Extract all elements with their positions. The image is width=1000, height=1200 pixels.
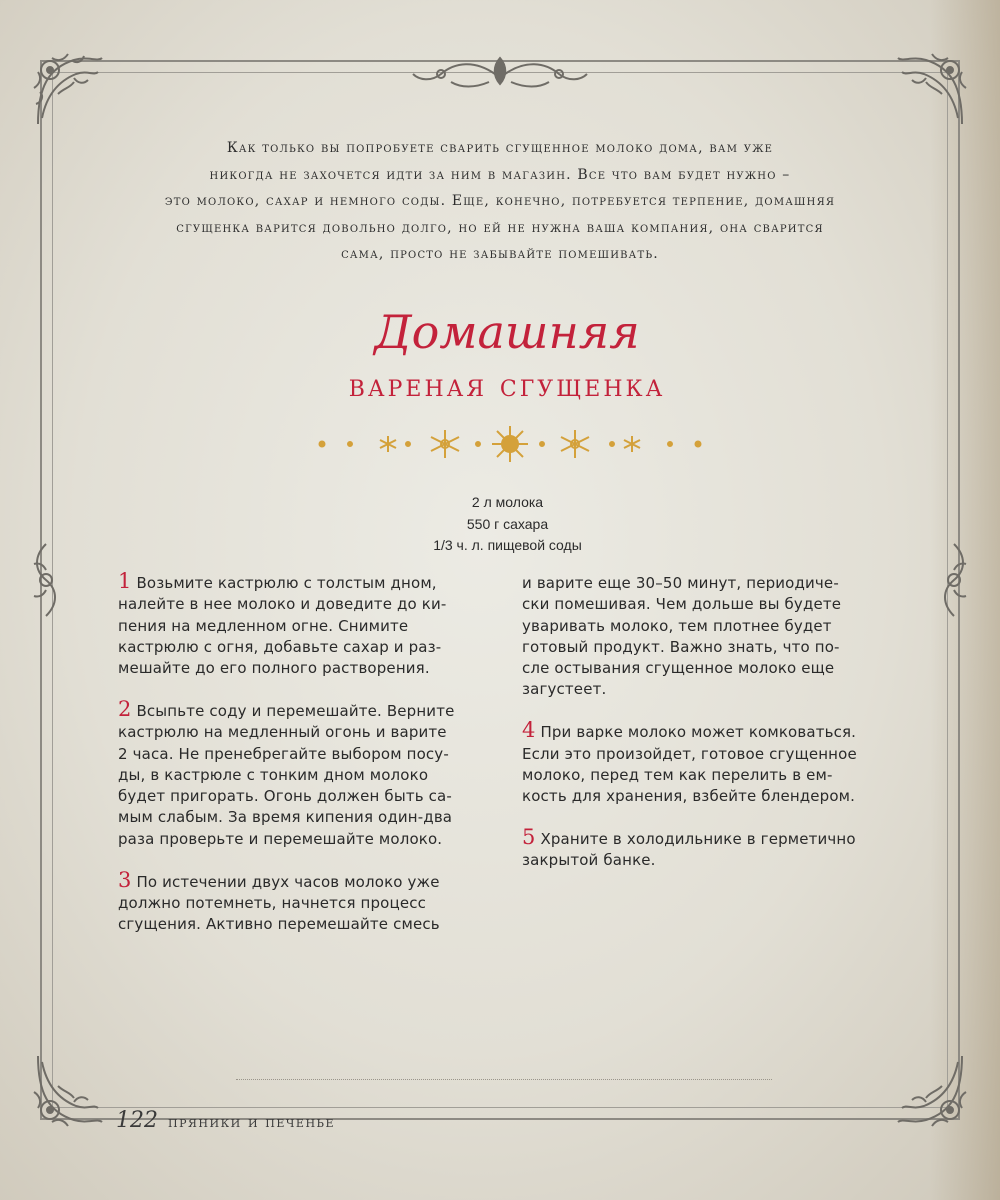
intro-line: сгущенка варится довольно долго, но ей не нужна ваша компания, она сварится [176, 219, 824, 236]
step-text: По истечении двух часов молоко уже должно потемнеть, начнется процесс сгущения. Активно перемешайте смесь [118, 872, 440, 934]
page-footer [116, 1108, 335, 1138]
dot-icon [668, 442, 673, 447]
dot-icon [695, 441, 701, 447]
step-2 [118, 696, 488, 850]
left-side-flourish-icon [26, 540, 66, 620]
snowflake-icon [561, 430, 589, 458]
step-text: При варке молоко может комковаться. Если это произойдет, готовое сгущенное молоко, перед тем как перелить в ем- кость для хранения, взбейте блендером. [522, 723, 857, 806]
step-4 [522, 718, 892, 807]
step-number: 4 [522, 718, 536, 743]
step-3-continued: и варите еще 30–50 минут, периодиче- ски помешивая. Чем дольше вы будете уваривать молоко, тем плотнее будет готовый продукт. Важно знать, что по- сле остывания сгущенное молоко еще загустеет. [522, 574, 842, 699]
ingredient-item: 550 г сахара [466, 515, 549, 532]
step-number: 5 [522, 824, 536, 849]
small-snowflake-icon [380, 436, 396, 452]
intro-line: никогда не захочется идти за ним в магазин. Все что вам будет нужно – [209, 166, 791, 183]
steps-column-right [522, 573, 892, 893]
dot-icon [610, 442, 615, 447]
step-3 [118, 867, 488, 936]
section-name: пряники и печенье [168, 1113, 335, 1131]
step-text: Всыпьте соду и перемешайте. Верните кастрюлю на медленный огонь и варите 2 часа. Не пренебрегайте выбором посу- ды, в кастрюле с тонким дном молоко будет пригорать. Огонь должен быть са- мым слабым. За время кипения один-два раза проверьте и перемешайте молоко. [118, 701, 455, 848]
intro-line: сама, просто не забывайте помешивать. [341, 246, 659, 262]
snowflake-icon [431, 430, 459, 458]
dot-icon [476, 442, 481, 447]
corner-ornament-top-left-icon [28, 48, 114, 134]
intro-line: Как только вы попробуете сварить сгущенное молоко дома, вам уже [226, 140, 774, 156]
corner-ornament-bottom-right-icon [886, 1046, 972, 1132]
step-text: Возьмите кастрюлю с толстым дном, налейте в нее молоко и доведите до ки- пения на медленном огне. Снимите кастрюлю с огня, добавьте сахар и раз- мешайте до его полного растворения. [118, 574, 447, 678]
intro-line: это молоко, сахар и немного соды. Еще, конечно, потребуется терпение, домашняя [164, 193, 836, 209]
corner-ornament-top-right-icon [886, 48, 972, 134]
page-number: 122 [116, 1108, 158, 1133]
step-number: 1 [118, 569, 132, 593]
step-number: 3 [118, 867, 132, 892]
dot-icon [406, 442, 411, 447]
steps-column-left [118, 569, 488, 957]
dot-icon [319, 441, 325, 447]
step-number: 2 [118, 696, 132, 721]
dot-icon [540, 442, 545, 447]
step-5 [522, 824, 892, 872]
recipe-title: Домашняя [374, 305, 640, 359]
sun-icon [492, 426, 528, 462]
snowflake-divider [310, 424, 710, 464]
right-side-flourish-icon [934, 540, 974, 620]
ingredients-list [330, 492, 685, 557]
ingredient-item: 2 л молока [471, 494, 544, 510]
footer-rule [236, 1079, 772, 1080]
small-snowflake-icon [624, 436, 640, 452]
dot-icon [348, 442, 353, 447]
corner-ornament-bottom-left-icon [28, 1046, 114, 1132]
recipe-subtitle: вареная сгущенка [348, 368, 666, 404]
top-center-flourish-icon [405, 52, 595, 98]
step-text: Храните в холодильнике в герметично закрытой банке. [522, 829, 856, 870]
step-1 [118, 569, 488, 679]
intro-paragraph [130, 135, 870, 268]
ingredient-item: 1/3 ч. л. пищевой соды [433, 537, 582, 553]
